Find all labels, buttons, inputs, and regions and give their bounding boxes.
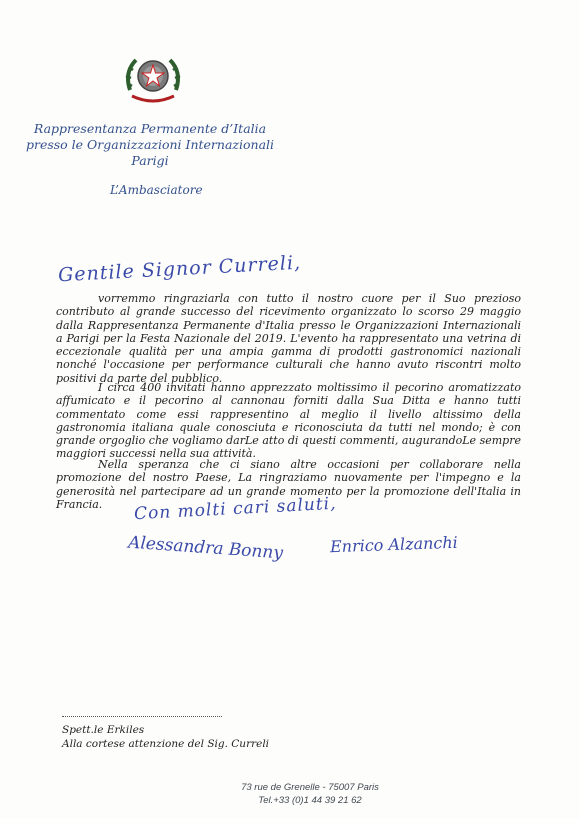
recipient-attention: Alla cortese attenzione del Sig. Curreli (62, 738, 270, 750)
letterhead-line-3: Parigi (131, 153, 169, 168)
divider (62, 716, 222, 717)
signature-1: Alessandra Bonny (127, 532, 284, 564)
paragraph-3: Nella speranza che ci siano altre occasioni per collaborare nella promozione del nostro Paese, La ringraziamo nuovamente per l'impegno e la generosità nel partecipare ad un grande momento per la promozione dell'Italia in Francia. (56, 458, 521, 511)
italian-republic-emblem-icon (118, 50, 188, 110)
footer-phone: Tel.+33 (0)1 44 39 21 62 (258, 795, 362, 806)
paragraph-2: I circa 400 invitati hanno apprezzato moltissimo il pecorino aromatizzato affumicato e il pecorino al cannonau forniti dalla Sua Ditta e hanno tutti commentato come essi rappresentino al meglio il livello altissimo della gastronomia italiana quale conosciuta e riconosciuta da tutti nel mondo; è con grande orgoglio che vogliamo darLe atto di questi commenti, augurandoLe sempre maggiori successi nella sua attività. (56, 381, 521, 461)
recipient-company: Spett.le Erkiles (62, 724, 145, 736)
handwritten-closing: Con molti cari saluti, (133, 493, 337, 525)
signature-2: Enrico Alzanchi (329, 532, 459, 557)
letterhead-line-1: Rappresentanza Permanente d’Italia (33, 121, 267, 136)
handwritten-salutation: Gentile Signor Curreli, (57, 251, 302, 287)
letterhead-line-2: presso le Organizzazioni Internazionali (25, 137, 275, 152)
paragraph-1: vorremmo ringraziarla con tutto il nostro cuore per il Suo prezioso contributo al grande successo del ricevimento organizzato lo scorso 29 maggio dalla Rappresentanza Permanente d'Italia presso le Organizzazioni Internazionali a Parigi per la Festa Nazionale del 2019. L'evento ha rappresentato una vetrina di eccezionale qualità per una ampia gamma di prodotti gastronomici nazionali nonché l'occasione per performance culturali che hanno avuto riscontri molto positivi da parte del pubblico. (56, 292, 521, 385)
ambassador-title: L’Ambasciatore (110, 183, 203, 197)
footer-address: 73 rue de Grenelle - 75007 Paris (241, 782, 379, 793)
